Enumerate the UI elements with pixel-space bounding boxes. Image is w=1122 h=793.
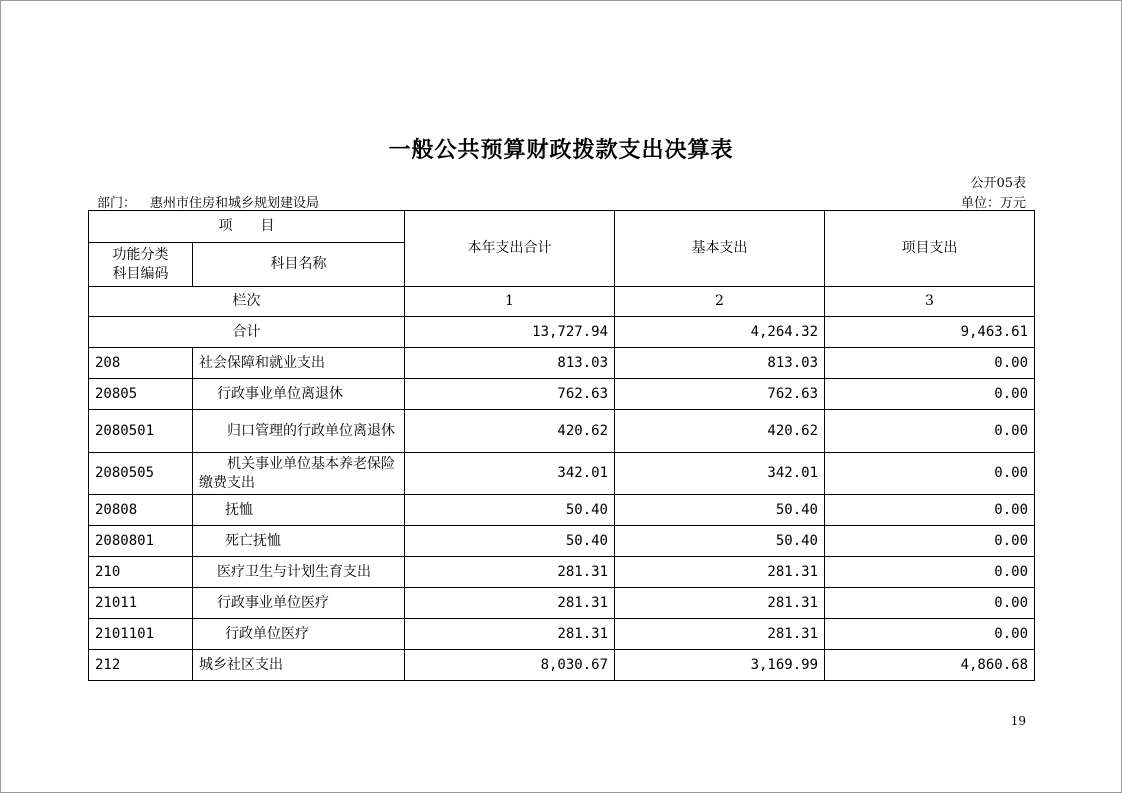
sum-row: [89, 317, 1035, 348]
table-row: [89, 588, 1035, 619]
row-project: 0.00: [825, 348, 1035, 379]
row-code: 212: [89, 650, 193, 681]
sum-project: 9,463.61: [825, 317, 1035, 348]
row-name: 医疗卫生与计划生育支出: [193, 557, 405, 588]
row-basic: 420.62: [615, 410, 825, 453]
row-project: 0.00: [825, 495, 1035, 526]
row-project: 0.00: [825, 588, 1035, 619]
table-row: [89, 557, 1035, 588]
row-code: 2080801: [89, 526, 193, 557]
row-total: 281.31: [405, 557, 615, 588]
table-row: [89, 410, 1035, 453]
row-total: 342.01: [405, 453, 615, 495]
row-project: 0.00: [825, 557, 1035, 588]
page-title: 一般公共预算财政拨款支出决算表: [388, 137, 734, 163]
row-total: 762.63: [405, 379, 615, 410]
header-basic: 基本支出: [615, 211, 825, 287]
department-name: 惠州市住房和城乡规划建设局: [150, 196, 320, 211]
department-line: [97, 192, 319, 211]
row-name: 行政事业单位离退休: [193, 379, 405, 410]
row-total: 420.62: [405, 410, 615, 453]
row-basic: 50.40: [615, 495, 825, 526]
row-name: 城乡社区支出: [193, 650, 405, 681]
column-index-2: 2: [615, 287, 825, 317]
unit-label: 单位：万元: [960, 196, 1026, 211]
row-project: 0.00: [825, 526, 1035, 557]
row-basic: 342.01: [615, 453, 825, 495]
row-code: 20805: [89, 379, 193, 410]
table-row: [89, 453, 1035, 495]
row-total: 281.31: [405, 588, 615, 619]
row-basic: 813.03: [615, 348, 825, 379]
row-name: 社会保障和就业支出: [193, 348, 405, 379]
row-total: 281.31: [405, 619, 615, 650]
header-code: 功能分类 科目编码: [89, 243, 193, 287]
row-name: 机关事业单位基本养老保险缴费支出: [193, 453, 405, 495]
row-name: 行政事业单位医疗: [193, 588, 405, 619]
column-index-3: 3: [825, 287, 1035, 317]
header-name: 科目名称: [193, 243, 405, 287]
table-row: [89, 495, 1035, 526]
row-code: 210: [89, 557, 193, 588]
row-total: 8,030.67: [405, 650, 615, 681]
sum-total: 13,727.94: [405, 317, 615, 348]
row-project: 0.00: [825, 379, 1035, 410]
row-project: 4,860.68: [825, 650, 1035, 681]
row-basic: 281.31: [615, 557, 825, 588]
row-basic: 50.40: [615, 526, 825, 557]
column-index-1: 1: [405, 287, 615, 317]
row-total: 50.40: [405, 526, 615, 557]
header-total: 本年支出合计: [405, 211, 615, 287]
header-item: 项 目: [89, 211, 405, 243]
row-code: 2101101: [89, 619, 193, 650]
row-basic: 3,169.99: [615, 650, 825, 681]
expenditure-table: [88, 210, 1035, 681]
row-total: 50.40: [405, 495, 615, 526]
row-project: 0.00: [825, 619, 1035, 650]
row-name: 归口管理的行政单位离退休: [193, 410, 405, 453]
form-number: 公开05表: [970, 176, 1026, 191]
table-row: [89, 526, 1035, 557]
column-index-label: 栏次: [89, 287, 405, 317]
sum-basic: 4,264.32: [615, 317, 825, 348]
row-name: 死亡抚恤: [193, 526, 405, 557]
row-name: 抚恤: [193, 495, 405, 526]
row-basic: 281.31: [615, 588, 825, 619]
row-code: 21011: [89, 588, 193, 619]
row-code: 20808: [89, 495, 193, 526]
row-name: 行政单位医疗: [193, 619, 405, 650]
row-project: 0.00: [825, 453, 1035, 495]
row-total: 813.03: [405, 348, 615, 379]
table-row: [89, 619, 1035, 650]
row-project: 0.00: [825, 410, 1035, 453]
department-label: 部门：: [97, 196, 137, 211]
row-basic: 762.63: [615, 379, 825, 410]
table-row: [89, 379, 1035, 410]
row-code: 208: [89, 348, 193, 379]
table-row: [89, 650, 1035, 681]
sum-label: 合计: [89, 317, 405, 348]
row-code: 2080505: [89, 453, 193, 495]
table-row: [89, 348, 1035, 379]
row-basic: 281.31: [615, 619, 825, 650]
row-code: 2080501: [89, 410, 193, 453]
header-project: 项目支出: [825, 211, 1035, 287]
page-number: 19: [1010, 714, 1026, 728]
